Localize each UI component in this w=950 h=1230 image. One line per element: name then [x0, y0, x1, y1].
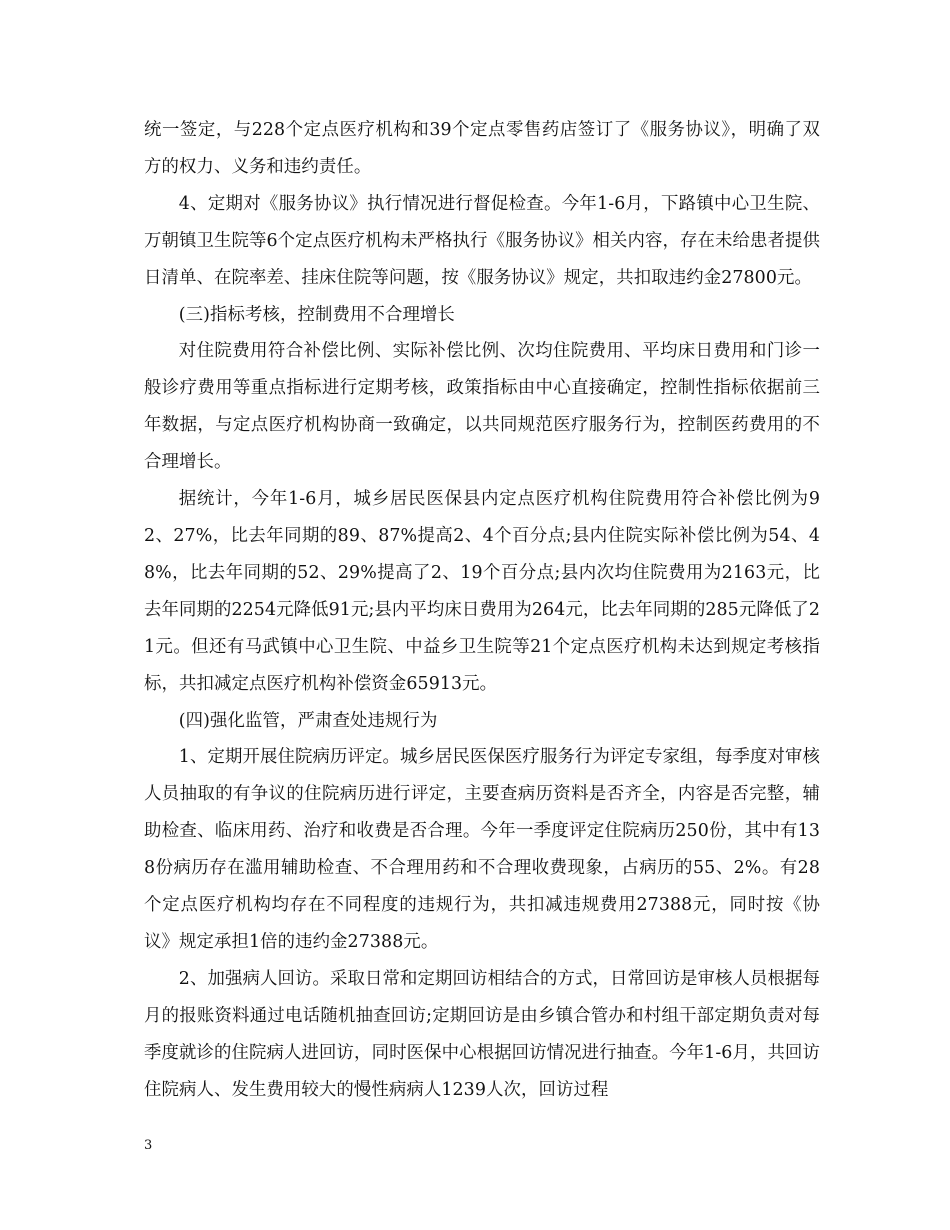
document-body	[144, 112, 820, 1108]
section-heading: (三)指标考核，控制费用不合理增长	[178, 304, 455, 325]
paragraph: 2、加强病人回访。采取日常和定期回访相结合的方式，日常回访是审核人员根据每月的报账资料通过电话随机抽查回访;定期回访是由乡镇合管办和村组干部定期负责对每季度就诊的住院病人进回访，同时医保中心根据回访情况进行抽查。今年1-6月，共回访住院病人、发生费用较大的慢性病病人1239人次，回访过程	[144, 968, 820, 1100]
paragraph: 对住院费用符合补偿比例、实际补偿比例、次均住院费用、平均床日费用和门诊一般诊疗费用等重点指标进行定期考核，政策指标由中心直接确定，控制性指标依据前三年数据，与定点医疗机构协商一致确定，以共同规范医疗服务行为，控制医药费用的不合理增长。	[144, 341, 820, 473]
page-number: 3	[144, 1138, 153, 1153]
section-heading: (四)强化监管，严肃查处违规行为	[178, 710, 438, 731]
paragraph: 统一签定，与228个定点医疗机构和39个定点零售药店签订了《服务协议》，明确了双方的权力、义务和违约责任。	[144, 120, 820, 177]
paragraph: 4、定期对《服务协议》执行情况进行督促检查。今年1-6月，下路镇中心卫生院、万朝镇卫生院等6个定点医疗机构未严格执行《服务协议》相关内容，存在未给患者提供日清单、在院率差、挂床住院等问题，按《服务协议》规定，共扣取违约金27800元。	[144, 193, 820, 288]
paragraph: 1、定期开展住院病历评定。城乡居民医保医疗服务行为评定专家组，每季度对审核人员抽取的有争议的住院病历进行评定，主要查病历资料是否齐全，内容是否完整，辅助检查、临床用药、治疗和收费是否合理。今年一季度评定住院病历250份，其中有138份病历存在滥用辅助检查、不合理用药和不合理收费现象，占病历的55、2%。有28个定点医疗机构均存在不同程度的违规行为，共扣减违规费用27388元，同时按《协议》规定承担1倍的违约金27388元。	[144, 747, 820, 952]
paragraph: 据统计，今年1-6月，城乡居民医保县内定点医疗机构住院费用符合补偿比例为92、27%，比去年同期的89、87%提高2、4个百分点;县内住院实际补偿比例为54、48%，比去年同期的52、29%提高了2、19个百分点;县内次均住院费用为2163元，比去年同期的2254元降低91元;县内平均床日费用为264元，比去年同期的285元降低了21元。但还有马武镇中心卫生院、中益乡卫生院等21个定点医疗机构未达到规定考核指标，共扣减定点医疗机构补偿资金65913元。	[144, 489, 820, 694]
